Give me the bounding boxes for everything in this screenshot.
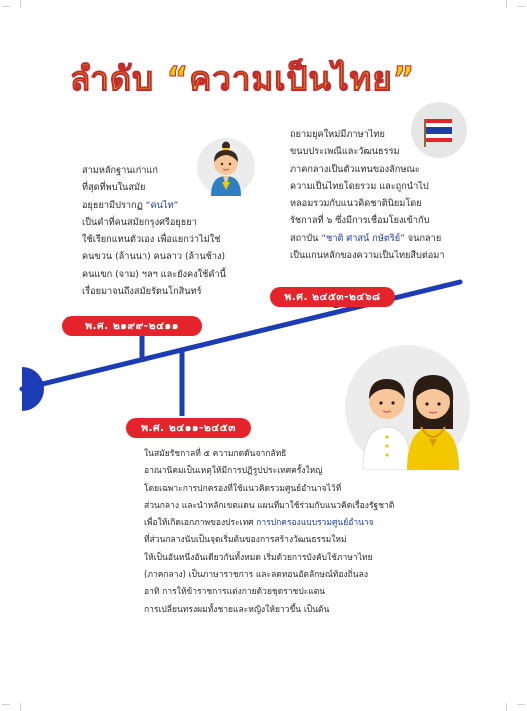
text-line: เป็นคำที่คนสมัยกรุงศรีอยุธยา [82,216,197,228]
text-line: อยุธยามีปรากฏ “คนไท” [82,199,179,211]
text-line: อาณานิคมเป็นเหตุให้มีการปฏิรูปประเทศครั้งใหญ่ [144,466,323,477]
highlight-text: “ชาติ ศาสน์ กษัตริย์” [321,232,405,244]
period-1-tag: พ.ศ. ๒๑๙๙-๒๔๑๑ [62,316,202,336]
text-line: ถยามยุคใหม่มีภาษาไทย [290,129,385,140]
text-line: เพื่อให้เกิดเอกภาพของประเทศ การปกครองแบบรวมศูนย์อำนาจ [144,518,374,529]
text-line: ขนบประเพณีและวัฒนธรรม [290,146,400,158]
text-line: เรื่อยมาจนถึงสมัยรัตนโกสินทร์ [82,286,202,298]
text-line: สามหลักฐานเก่าแก่ [82,165,158,176]
text-line: (ภาคกลาง) เป็นภาษาราชการ และลดทอนอัตลักษณ์ท้องถิ่นลง [144,570,368,581]
text-line: อาทิ การให้ข้าราชการแต่งกายด้วยชุดราชปะแตน [144,587,326,598]
text-line: ที่ส่วนกลางนับเป็นจุดเริ่มต้นของการสร้างวัฒนธรรมใหม่ [144,535,347,546]
text-line: รัชกาลที่ ๖ ซึ่งมีการเชื่อมโยงเข้ากับ [290,215,430,227]
text-line: เป็นแกนหลักของความเป็นไทยสืบต่อมา [290,250,445,262]
text-line: สถาบัน “ชาติ ศาสน์ กษัตริย์” จนกลาย [290,232,442,244]
highlight-text: “คนไท” [145,199,179,211]
period-3-tag: พ.ศ. ๒๔๑๑-๒๔๕๓ [126,418,251,438]
text-line: โดยเฉพาะการปกครองที่ใช้แนวคิดรวมศูนย์อำนาจไว้ที่ [144,483,342,494]
period-2-tag: พ.ศ. ๒๔๕๓-๒๔๖๘ [270,287,395,307]
text-line: คนขวน (ล้านนา) คนลาว (ล้านช้าง) [82,251,226,263]
text-line: คนแขก (จาม) ฯลฯ และยังคงใช้คำนี้ [82,268,226,280]
text-line: ภาคกลางเป็นตัวแทนของลักษณะ [290,163,420,175]
text-line: ใช้เรียกแทนตัวเอง เพื่อแยกว่าไม่ใช่ [82,234,221,246]
text-line: หลอมรวมกับแนวคิดชาตินิยมโดย [290,198,422,210]
period-2-text [290,126,445,264]
text-line: ที่สุดที่พบในสมัย [82,182,146,194]
page-title: ลำดับ “ความเป็นไทย” [70,59,416,98]
text-line: ความเป็นไทยโดยรวม และถูกนำไป [290,180,429,192]
text-line: ส่วนกลาง และนำหลักเขตแดน แผนที่มาใช้ร่วมกับแนวคิดเรื่องรัฐชาติ [144,500,395,511]
highlight-text: การปกครองแบบรวมศูนย์อำนาจ [256,518,374,529]
text-line: การเปลี่ยนทรงผมทั้งชายและหญิงให้ยาวขึ้น เป็นต้น [144,604,330,615]
text-line: ในสมัยรัชกาลที่ ๕ ความกดดันจากลัทธิ [144,449,287,459]
period-3-text [144,446,394,619]
text-line: ให้เป็นอันหนึ่งอันเดียวกันทั้งหมด เริ่มด้วยการบังคับใช้ภาษาไทย [144,552,373,563]
period-1-text [82,162,226,300]
